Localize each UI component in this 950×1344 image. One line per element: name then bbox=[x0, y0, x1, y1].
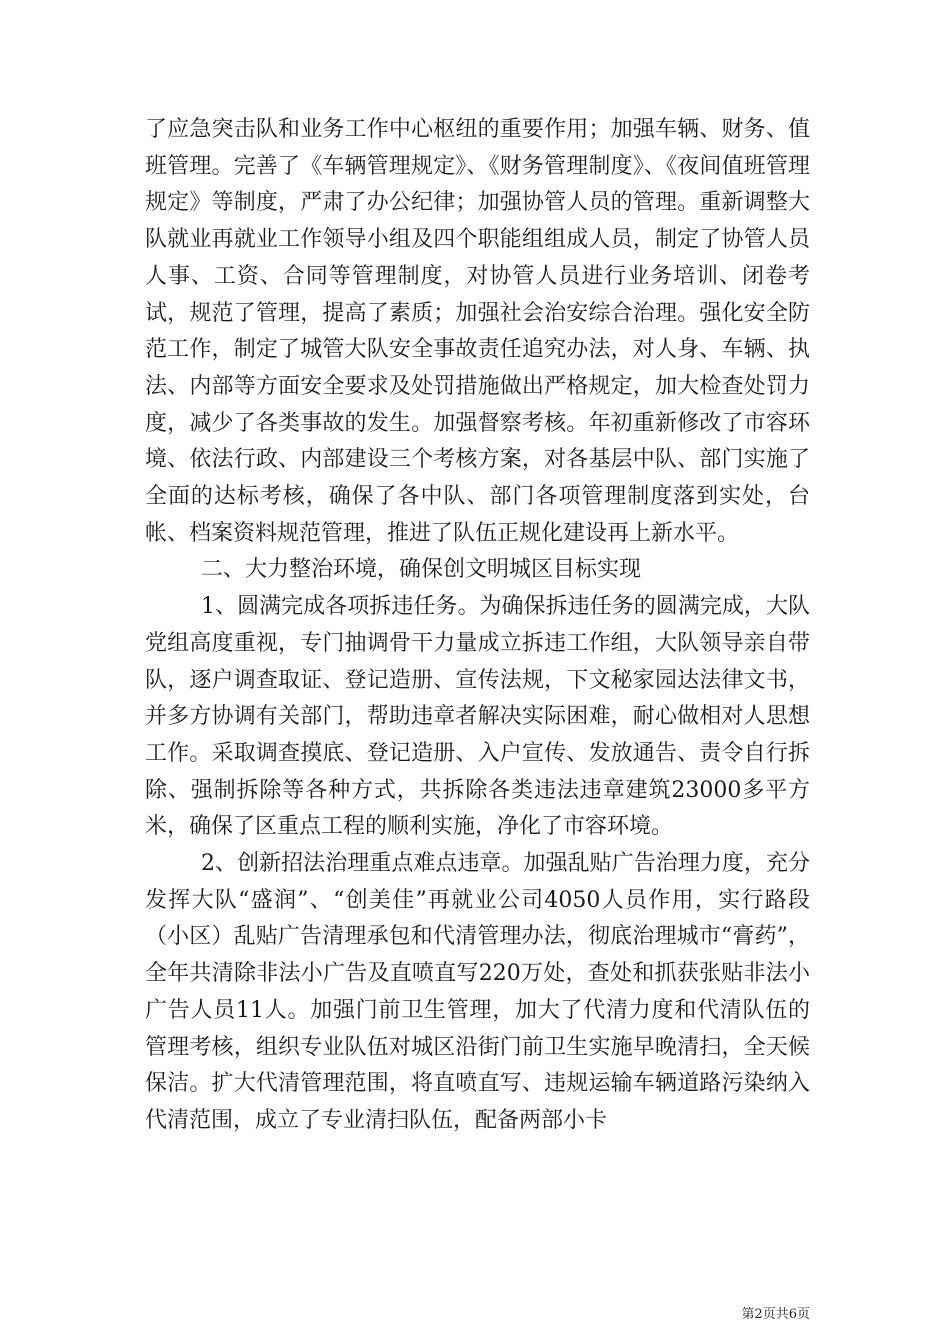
section-heading: 二、大力整治环境，确保创文明城区目标实现 bbox=[201, 557, 642, 583]
paragraph-item-1: 1、圆满完成各项拆违任务。为确保拆违任务的圆满完成，大队党组高度重视，专门抽调骨干力量成立拆违工作组，大队领导亲自带队，逐户调查取证、登记造册、宣传法规，下文秘家园达法律文书，并多方协调有关部门，帮助违章者解决实际困难，耐心做相对人思想工作。采取调查摸底、登记造册、入户宣传、发放通告、责令自行拆除、强制拆除等各种方式，共拆除各类违法违章建筑23000多平方米，确保了区重点工程的顺利实施，净化了市容环境。 bbox=[145, 594, 810, 840]
paragraph-item-2: 2、创新招法治理重点难点违章。加强乱贴广告治理力度，充分发挥大队“盛润”、“创美佳”再就业公司4050人员作用，实行路段（小区）乱贴广告清理承包和代清管理办法，彻底治理城市“膏药”，全年共清除非法小广告及直喷直写220万处，查处和抓获张贴非法小广告人员11人。加强门前卫生管理，加大了代清力度和代清队伍的管理考核，组织专业队伍对城区沿街门前卫生实施早晚清扫，全天候保洁。扩大代清管理范围，将直喷直写、违规运输车辆道路污染纳入代清范围，成立了专业清扫队伍，配备两部小卡 bbox=[145, 851, 810, 1133]
document-body bbox=[145, 112, 810, 1140]
page-number: 第2页共6页 bbox=[741, 1307, 810, 1322]
paragraph-continuation: 了应急突击队和业务工作中心枢纽的重要作用；加强车辆、财务、值班管理。完善了《车辆管理规定》、《财务管理制度》、《夜间值班管理规定》等制度，严肃了办公纪律；加强协管人员的管理。重新调整大队就业再就业工作领导小组及四个职能组组成人员，制定了协管人员人事、工资、合同等管理制度，对协管人员进行业务培训、闭卷考试，规范了管理，提高了素质；加强社会治安综合治理。强化安全防范工作，制定了城管大队安全事故责任追究办法，对人身、车辆、执法、内部等方面安全要求及处罚措施做出严格规定，加大检查处罚力度，减少了各类事故的发生。加强督察考核。年初重新修改了市容环境、依法行政、内部建设三个考核方案，对各基层中队、部门实施了全面的达标考核，确保了各中队、部门各项管理制度落到实处，台帐、档案资料规范管理，推进了队伍正规化建设再上新水平。 bbox=[145, 117, 810, 546]
